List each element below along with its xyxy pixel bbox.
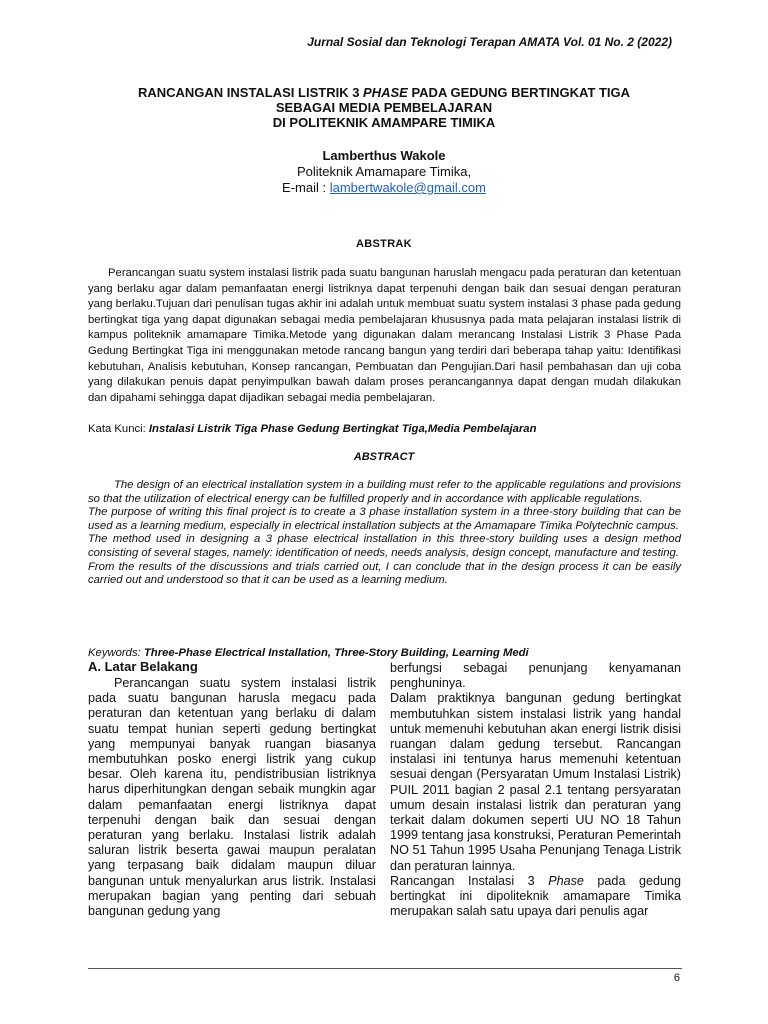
abstrak-paragraph: Perancangan suatu system instalasi listrik pada suatu bangunan haruslah mengacu pada peraturan dan ketentuan yang berlaku agar dalam pemanfaatan energi listriknya dapat terpenuhi dengan baik dan sesuai dengan peraturan yang berlaku.Tujuan dari penulisan tugas akhir ini adalah untuk membuat suatu system instalasi 3 phase pada gedung bertingkat tiga yang dapat digunakan sebagai media pembelajaran khususnya pada mata pelajaran instalasi listrik di kampus politeknik amamapare Timika.Metode yang digunakan dalam merancang Instalasi Listrik 3 Phase Pada Gedung Bertingkat Tiga ini menggunakan metode rancang bangun yang terdiri dari beberapa tahap yaitu: Identifikasi kebutuhan, Analisis kebutuhan, Konsep rancangan, Pembuatan dan Pengujian.Dari hasil pembahasan dan uji coba yang dilakukan penuis dapat penyimpulkan bawah dalam proses perancangannya dapat dengan mudah dilakukan dan dipahami sehingga dapat dijadikan sebagai media pembelajaran. (88, 267, 681, 404)
abstract-p1: The design of an electrical installation system in a building must refer to the applicable regulations and provisions so that the utilization of electrical energy can be fulfilled properly and in accordance with applicable regulations. (88, 479, 681, 505)
footer-rule (88, 968, 682, 969)
author-email-link[interactable]: lambertwakole@gmail.com (329, 180, 486, 195)
abstract-p2: The purpose of writing this final project is to create a 3 phase installation system in a three-story building that can be used as a learning medium, especially in electrical installation subjects at the Amamapare Timika Polytechnic campus. (88, 506, 681, 532)
body-right-column (390, 661, 681, 919)
section-heading: A. Latar Belakang (88, 659, 198, 674)
abstract-english (88, 479, 681, 588)
abstract-p3: The method used in designing a 3 phase electrical installation in this three-story building uses a design method consisting of several stages, namely: identification of needs, needs analysis, design concept, manufacture and testing. (88, 533, 681, 559)
body-right-p3: Rancangan Instalasi 3 Phase pada gedung bertingkat ini dipoliteknik amamapare Timika merupakan salah satu upaya dari penulis agar (390, 873, 681, 919)
title-line-2: SEBAGAI MEDIA PEMBELAJARAN (275, 100, 493, 115)
keywords-english: Keywords: Three-Phase Electrical Installation, Three-Story Building, Learning Medi (88, 647, 529, 659)
kata-kunci: Kata Kunci: Instalasi Listrik Tiga Phase Gedung Bertingkat Tiga,Media Pembelajaran (88, 423, 537, 435)
body-right-p2: Dalam praktiknya bangunan gedung bertingkat membutuhkan sistem instalasi listrik yang handal untuk memenuhi kebutuhan akan energi listrik disisi ruangan dalam gedung tersebut. Rancangan instalasi ini tentunya harus memenuhi ketentuan sesuai dengan (Persyaratan Umum Instalasi Listrik) PUIL 2011 bagian 2 pasal 2.1 tentang persyaratan umum desain instalasi listrik dan peraturan yang terkait dalam dokumen seperti UU NO 18 Tahun 1999 tentang jasa konstruksi, Peraturan Pemerintah NO 51 Tahun 1995 Usaha Penunjang Tenaga Listrik dan peraturan lainnya. (390, 691, 681, 873)
abstract-p4: From the results of the discussions and trials carried out, I can conclude that in the design process it can be easily carried out and understood so that it can be used as a learning medium. (88, 560, 681, 587)
author-email-line: E-mail : lambertwakole@gmail.com (282, 180, 486, 195)
paper-title (0, 85, 768, 130)
author-affiliation: Politeknik Amamapare Timika, (296, 164, 472, 179)
page-number: 6 (673, 972, 680, 984)
abstrak-heading: ABSTRAK (356, 238, 412, 250)
body-left-column (88, 676, 376, 919)
body-left-paragraph: Perancangan suatu system instalasi listrik pada suatu bangunan harusla megacu pada peraturan dan ketentuan yang berlaku di dalam suatu tempat hunian seperti gedung bertingkat yang mempunyai banyak ruangan biasanya membutuhkan posko energi listrik yang cukup besar. Oleh karena itu, pendistribusian listriknya harus diperhitungkan dengan sebaik mungkin agar dalam pemanfaatan energi listriknya dapat terpenuhi dengan baik dan sesuai dengan peraturan yang berlaku. Instalasi listrik adalah saluran listrik beserta gawai maupun peralatan yang terpasang baik didalam maupun diluar bangunan untuk menyalurkan arus listrik. Instalasi merupakan bagian yang penting dari sebuah bangunan gedung yang (88, 676, 376, 919)
author-block (0, 148, 768, 196)
title-line-1: RANCANGAN INSTALASI LISTRIK 3 PHASE PADA GEDUNG BERTINGKAT TIGA (137, 85, 631, 100)
title-line-3: DI POLITEKNIK AMAMPARE TIMIKA (272, 115, 496, 130)
abstract-heading: ABSTRACT (353, 451, 415, 463)
body-right-p1: berfungsi sebagai penunjang kenyamanan penghuninya. (390, 661, 681, 691)
journal-header: Jurnal Sosial dan Teknologi Terapan AMATA Vol. 01 No. 2 (2022) (307, 35, 672, 49)
author-name: Lamberthus Wakole (322, 148, 446, 163)
